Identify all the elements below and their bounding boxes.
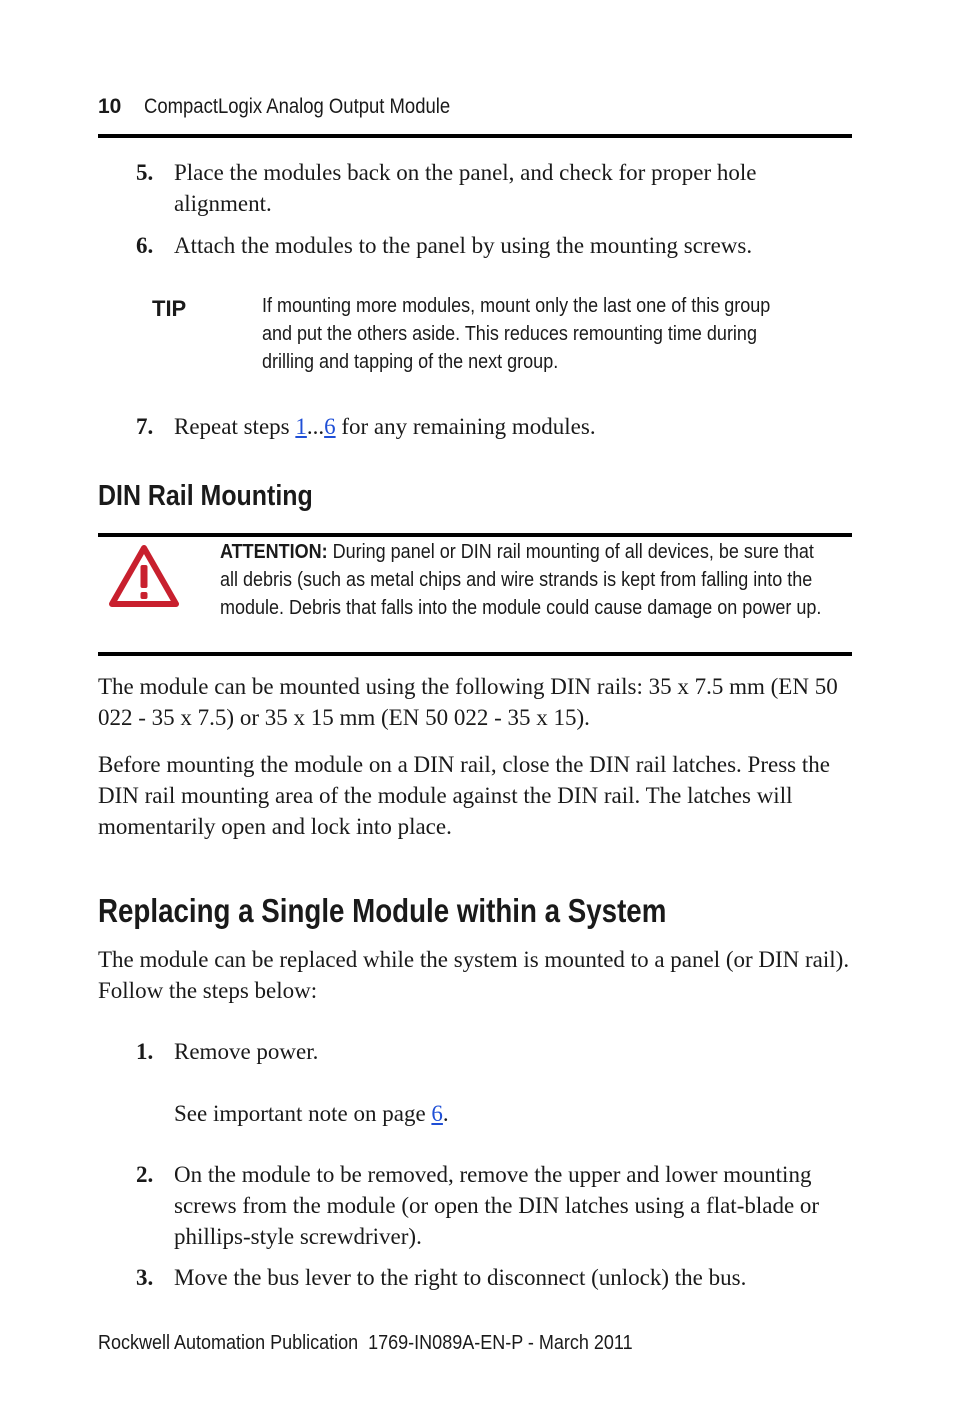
- step-5: [98, 157, 858, 219]
- attention-top-rule: [98, 533, 852, 537]
- running-title: CompactLogix Analog Output Module: [144, 95, 451, 118]
- step-number: 7.: [136, 414, 154, 439]
- note-suffix: .: [442, 1101, 449, 1126]
- step-6: [98, 230, 858, 261]
- note-prefix: See important note on page: [174, 1101, 432, 1126]
- step-number: 1.: [136, 1039, 154, 1064]
- tip-text: If mounting more modules, mount only the last one of this group and put the others aside. This reduces remounting time during drilling and tapping of the next group.: [262, 295, 771, 373]
- attention-text: [220, 538, 823, 622]
- step-text-prefix: Repeat steps: [174, 414, 296, 439]
- step-number: 6.: [136, 233, 154, 258]
- page-header: [98, 93, 852, 125]
- replace-step-2: [98, 1159, 858, 1252]
- replacing-intro: The module can be replaced while the system is mounted to a panel (or DIN rail). Follow the steps below:: [98, 947, 850, 1003]
- step-7: [98, 411, 858, 442]
- warning-triangle-icon: [109, 545, 179, 607]
- attention-bottom-rule: [98, 652, 852, 656]
- publication-footer: Rockwell Automation Publication 1769-IN089A-EN-P - March 2011: [98, 1332, 633, 1354]
- attention-body: During panel or DIN rail mounting of all devices, be sure that all debris (such as metal chips and wire strands is kept from falling into the module. Debris that falls into the module could cause damage on power up.: [220, 541, 822, 619]
- step-text: Remove power.: [174, 1039, 319, 1064]
- replace-step-3: [98, 1262, 858, 1293]
- step-text: Place the modules back on the panel, and check for proper hole alignment.: [174, 160, 757, 216]
- step-6-link[interactable]: 6: [324, 414, 336, 439]
- din-rail-heading: DIN Rail Mounting: [98, 480, 313, 512]
- din-rail-paragraph-2: Before mounting the module on a DIN rail, close the DIN rail latches. Press the DIN rail mounting area of the module against the DIN rail. The latches will momentarily open and lock into place.: [98, 752, 830, 839]
- step-note: [174, 1098, 854, 1129]
- page-6-link[interactable]: 6: [431, 1101, 443, 1126]
- header-rule: [98, 134, 852, 138]
- attention-label: ATTENTION:: [220, 541, 328, 563]
- step-text: Attach the modules to the panel by using the mounting screws.: [174, 233, 753, 258]
- tip-label: TIP: [152, 296, 187, 321]
- din-rail-paragraph-1: The module can be mounted using the following DIN rails: 35 x 7.5 mm (EN 50 022 - 35 x 7.5) or 35 x 15 mm (EN 50 022 - 35 x 15).: [98, 674, 838, 730]
- step-number: 3.: [136, 1265, 154, 1290]
- step-text: On the module to be removed, remove the upper and lower mounting screws from the module (or open the DIN latches using a flat-blade or phillips-style screwdriver).: [174, 1162, 820, 1249]
- step-text: Move the bus lever to the right to disconnect (unlock) the bus.: [174, 1265, 747, 1290]
- step-1-link[interactable]: 1: [295, 414, 307, 439]
- page-number: 10: [98, 95, 122, 118]
- replacing-module-heading: Replacing a Single Module within a System: [98, 892, 667, 929]
- step-number: 5.: [136, 160, 154, 185]
- step-number: 2.: [136, 1162, 154, 1187]
- replace-step-1: [98, 1036, 858, 1067]
- step-text: [174, 411, 854, 442]
- step-text-suffix: for any remaining modules.: [335, 414, 596, 439]
- replace-step-1-note: [98, 1098, 858, 1129]
- step-range-ellipsis: ...: [306, 414, 325, 439]
